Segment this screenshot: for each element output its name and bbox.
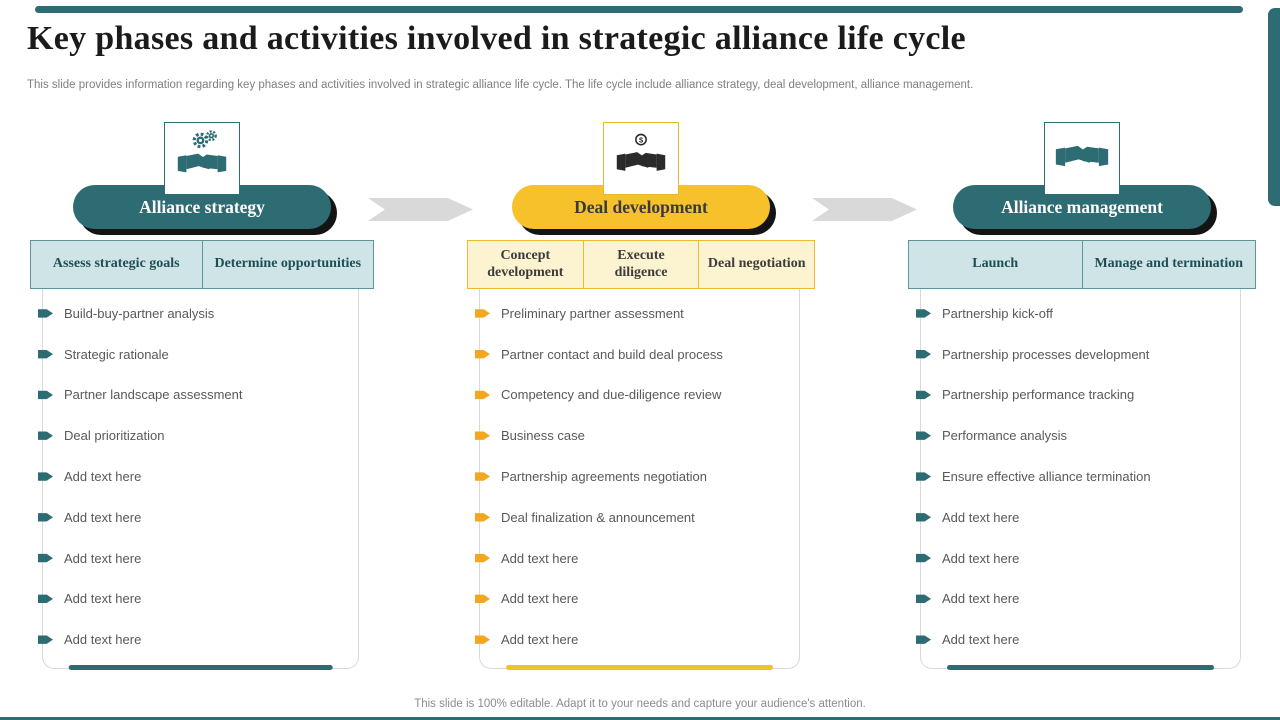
flow-arrow-icon [368, 198, 473, 221]
activity-label: Partnership processes development [942, 346, 1150, 362]
arrow-bullet-icon [38, 593, 53, 604]
slide-subtitle: This slide provides information regarding key phases and activities involved in strategic alliance life cycle. The life cycle include alliance strategy, deal development, alliance management. [27, 79, 974, 91]
arrow-bullet-icon [38, 634, 53, 645]
activity-label: Partner landscape assessment [64, 387, 243, 403]
phase-column-deal-development [467, 122, 815, 672]
subheader-row [467, 240, 815, 289]
activity-label: Add text here [501, 550, 579, 566]
page-title: Key phases and activities involved in strategic alliance life cycle [27, 20, 966, 57]
activity-label: Add text here [942, 509, 1020, 525]
subheader-cell: Assess strategic goals [30, 240, 203, 289]
handshake-dollar-icon [616, 132, 666, 185]
arrow-bullet-icon [38, 308, 53, 319]
list-item [475, 578, 797, 619]
activity-label: Business case [501, 428, 585, 444]
arrow-bullet-icon [38, 430, 53, 441]
activities-panel [920, 289, 1241, 669]
list-item [38, 375, 356, 416]
list-item [916, 497, 1238, 538]
list-item [916, 538, 1238, 579]
arrow-bullet-icon [916, 308, 931, 319]
arrow-bullet-icon [475, 553, 490, 564]
activity-label: Add text here [64, 591, 142, 607]
activity-label: Add text here [64, 469, 142, 485]
activity-label: Deal finalization & announcement [501, 509, 695, 525]
flow-arrow-icon [812, 198, 917, 221]
activity-label: Add text here [501, 591, 579, 607]
subheader-cell: Deal negotiation [698, 240, 815, 289]
icon-tile [1044, 122, 1120, 195]
list-item [475, 334, 797, 375]
arrow-bullet-icon [916, 389, 931, 400]
list-item [916, 293, 1238, 334]
arrow-bullet-icon [916, 593, 931, 604]
arrow-bullet-icon [475, 430, 490, 441]
activity-label: Add text here [64, 550, 142, 566]
activity-label: Add text here [942, 632, 1020, 648]
activity-label: Preliminary partner assessment [501, 305, 684, 321]
icon-tile [164, 122, 240, 195]
arrow-bullet-icon [475, 512, 490, 523]
phase-pill: Deal development [512, 185, 770, 229]
arrow-bullet-icon [916, 430, 931, 441]
activity-list [916, 293, 1238, 660]
activity-label: Performance analysis [942, 428, 1067, 444]
activity-list [475, 293, 797, 660]
svg-text:$: $ [638, 135, 644, 145]
panel-underline [947, 665, 1215, 670]
list-item [916, 578, 1238, 619]
list-item [916, 415, 1238, 456]
list-item [916, 456, 1238, 497]
activities-panel [42, 289, 359, 669]
footer-note: This slide is 100% editable. Adapt it to your needs and capture your audience's attention. [414, 698, 866, 710]
phase-column-alliance-management [908, 122, 1256, 672]
handshake-icon [1055, 136, 1109, 181]
activity-label: Deal prioritization [64, 428, 165, 444]
arrow-bullet-icon [916, 634, 931, 645]
activity-label: Partner contact and build deal process [501, 346, 723, 362]
list-item [475, 538, 797, 579]
arrow-bullet-icon [916, 349, 931, 360]
activity-list [38, 293, 356, 660]
list-item [38, 497, 356, 538]
arrow-bullet-icon [38, 512, 53, 523]
phase-pill: Alliance strategy [73, 185, 331, 229]
activity-label: Partnership performance tracking [942, 387, 1135, 403]
arrow-bullet-icon [38, 553, 53, 564]
list-item [475, 293, 797, 334]
list-item [38, 619, 356, 660]
subheader-row [908, 240, 1256, 289]
arrow-bullet-icon [475, 308, 490, 319]
list-item [916, 375, 1238, 416]
arrow-bullet-icon [475, 471, 490, 482]
list-item [38, 538, 356, 579]
subheader-cell: Concept development [467, 240, 584, 289]
subheader-cell: Launch [908, 240, 1083, 289]
activity-label: Add text here [942, 591, 1020, 607]
panel-underline [68, 665, 333, 670]
phase-column-alliance-strategy [30, 122, 374, 672]
subheader-row [30, 240, 374, 289]
activity-label: Add text here [942, 550, 1020, 566]
arrow-bullet-icon [916, 553, 931, 564]
activity-label: Add text here [64, 632, 142, 648]
activity-label: Competency and due-diligence review [501, 387, 722, 403]
list-item [38, 293, 356, 334]
list-item [475, 497, 797, 538]
arrow-bullet-icon [475, 593, 490, 604]
list-item [38, 334, 356, 375]
arrow-bullet-icon [475, 349, 490, 360]
list-item [916, 619, 1238, 660]
activity-label: Partnership kick-off [942, 305, 1054, 321]
arrow-bullet-icon [38, 349, 53, 360]
list-item [38, 415, 356, 456]
phase-pill: Alliance management [953, 185, 1211, 229]
right-accent-bar [1268, 8, 1280, 206]
activity-label: Partnership agreements negotiation [501, 469, 707, 485]
list-item [916, 334, 1238, 375]
arrow-bullet-icon [916, 471, 931, 482]
arrow-bullet-icon [38, 389, 53, 400]
handshake-gears-icon [177, 130, 227, 187]
arrow-bullet-icon [916, 512, 931, 523]
activity-label: Strategic rationale [64, 346, 169, 362]
arrow-bullet-icon [475, 634, 490, 645]
list-item [475, 619, 797, 660]
list-item [475, 375, 797, 416]
activity-label: Add text here [64, 509, 142, 525]
icon-tile [603, 122, 679, 195]
activities-panel [479, 289, 800, 669]
panel-underline [506, 665, 774, 670]
activity-label: Ensure effective alliance termination [942, 469, 1151, 485]
list-item [475, 415, 797, 456]
list-item [38, 578, 356, 619]
activity-label: Add text here [501, 632, 579, 648]
list-item [475, 456, 797, 497]
subheader-cell: Execute diligence [583, 240, 700, 289]
subheader-cell: Manage and termination [1082, 240, 1257, 289]
top-accent-bar [35, 6, 1243, 13]
subheader-cell: Determine opportunities [202, 240, 375, 289]
activity-label: Build-buy-partner analysis [64, 305, 215, 321]
arrow-bullet-icon [475, 389, 490, 400]
arrow-bullet-icon [38, 471, 53, 482]
list-item [38, 456, 356, 497]
